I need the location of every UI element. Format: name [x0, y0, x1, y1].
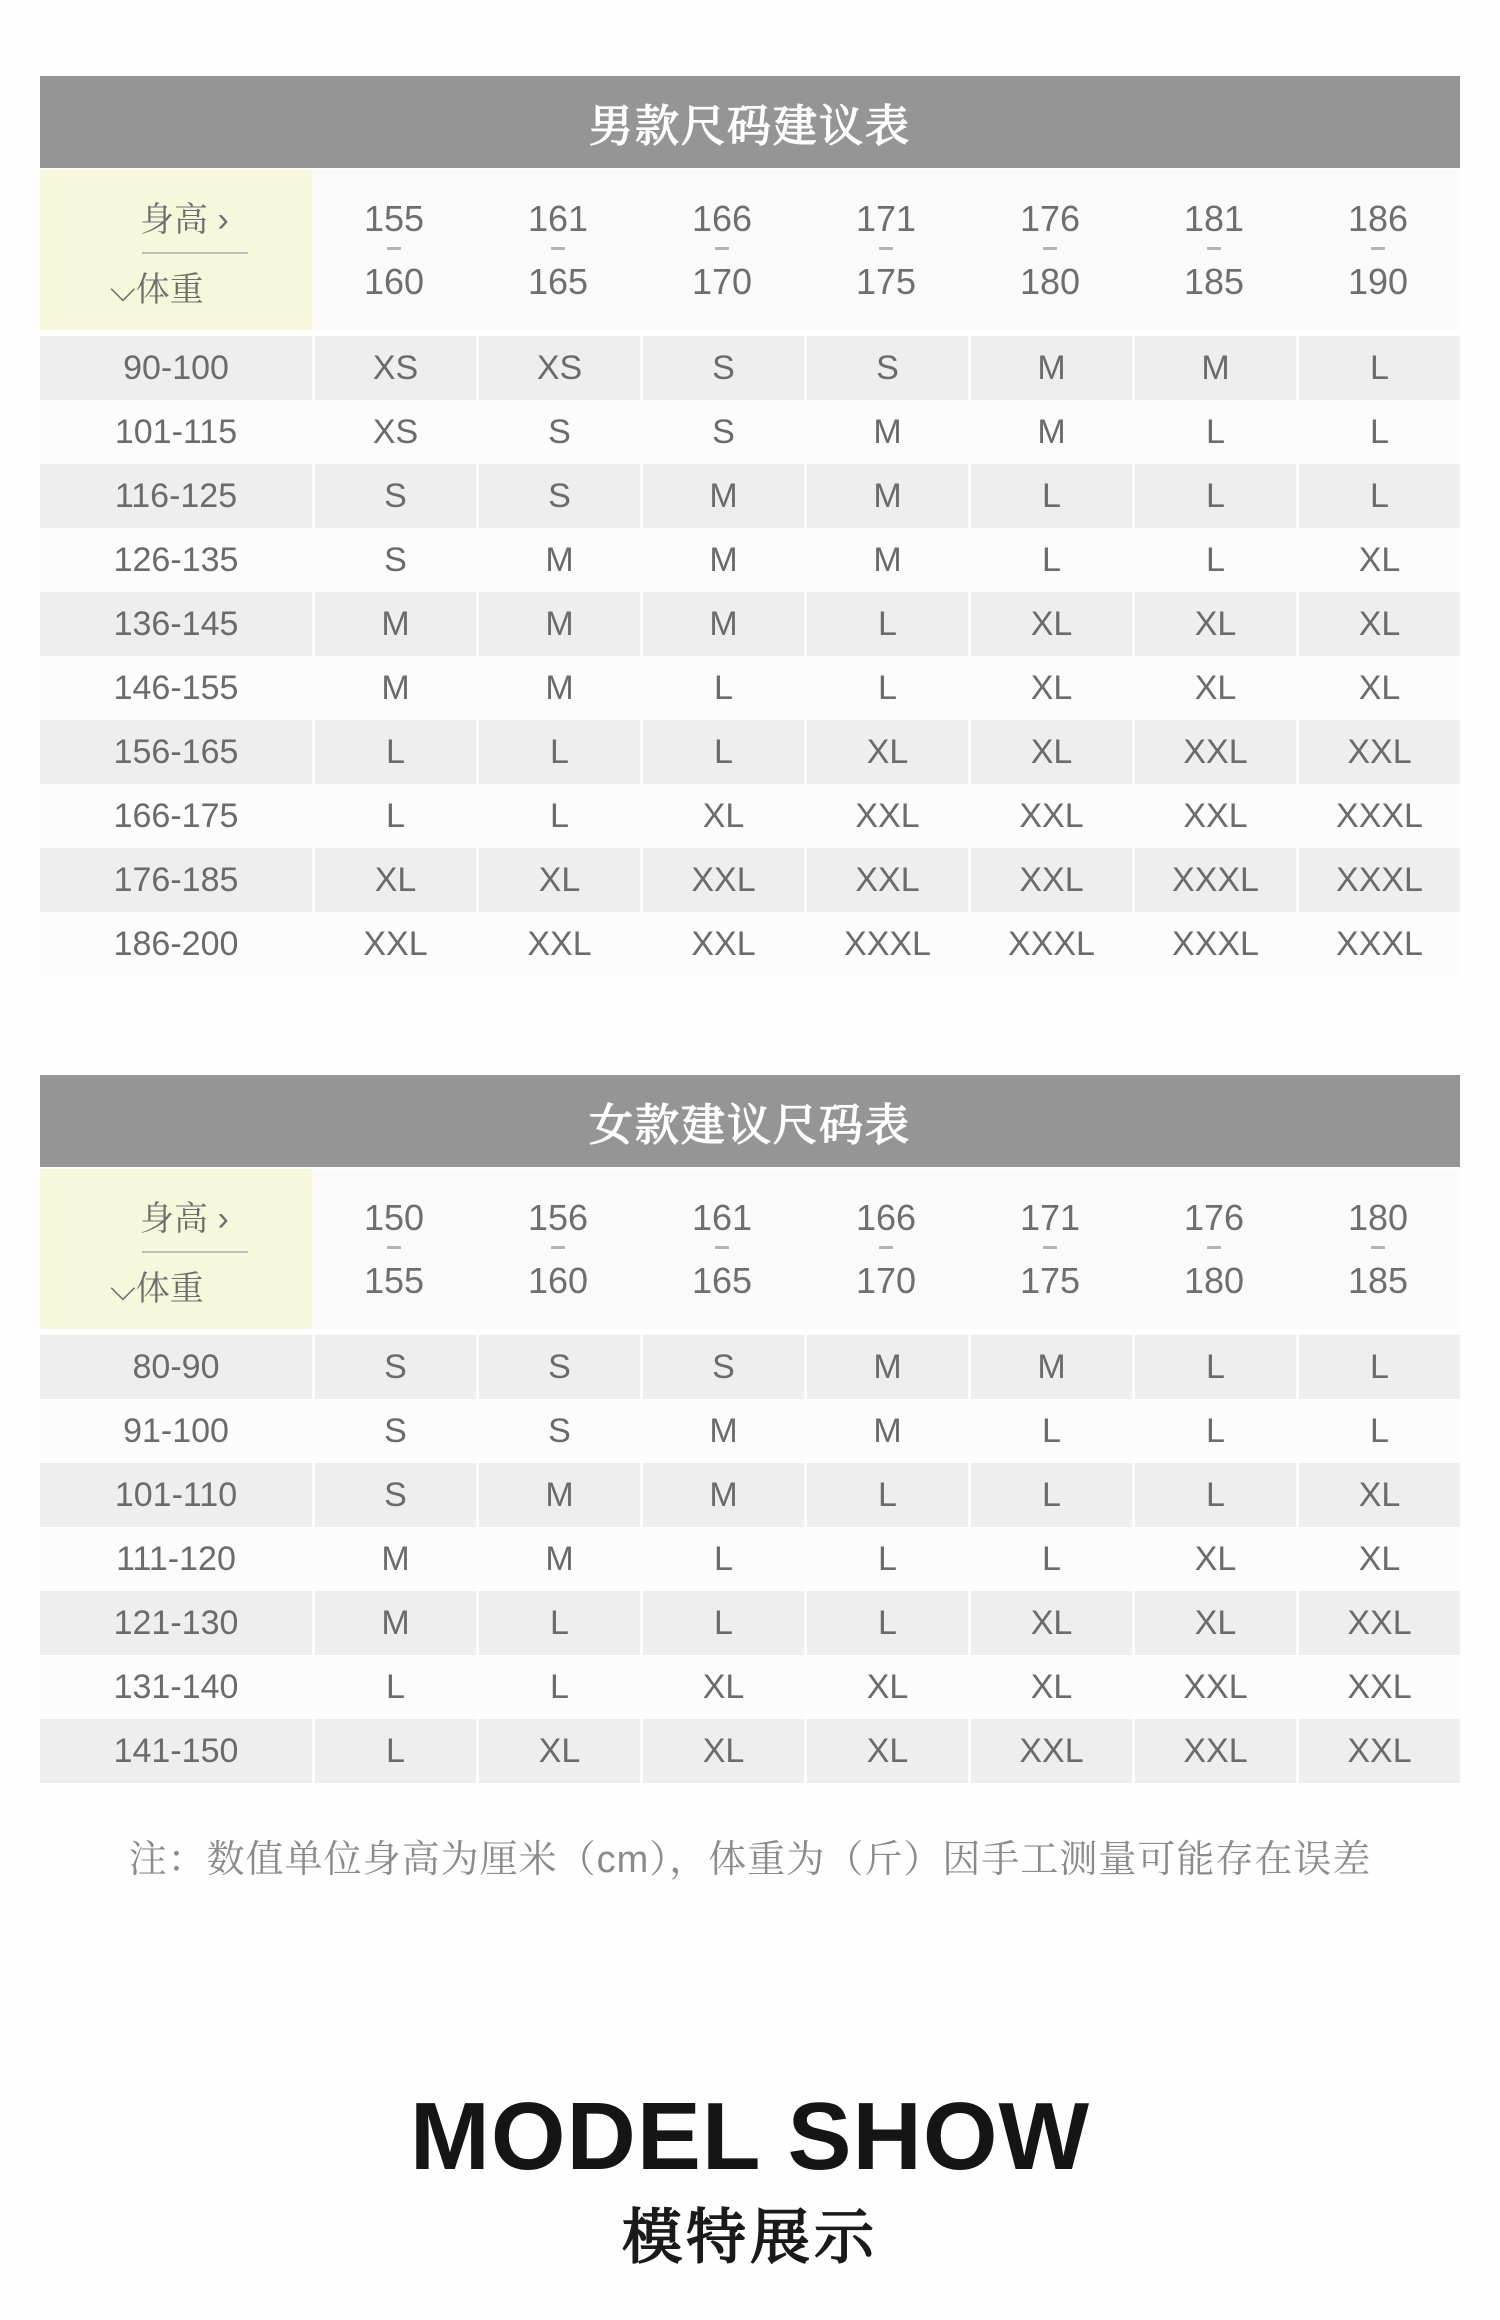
size-cell: XL: [315, 848, 479, 912]
weight-range-cell: 90-100: [40, 336, 315, 400]
size-cell: S: [643, 336, 807, 400]
table-row: [40, 848, 1460, 912]
size-cell: L: [1370, 476, 1389, 515]
weight-range-cell: 80-90: [40, 1335, 315, 1399]
size-cell: XL: [479, 1719, 643, 1783]
size-cell: XS: [315, 336, 479, 400]
size-cell: XXL: [643, 912, 807, 976]
height-range-header: 181 185: [1132, 170, 1296, 330]
size-cell: S: [479, 464, 643, 528]
size-cell: M: [315, 656, 479, 720]
size-cell: XL: [807, 720, 971, 784]
size-cell: XXXL: [1336, 924, 1423, 963]
size-cell: S: [479, 1399, 643, 1463]
model-show-subtitle: 模特展示: [622, 2204, 878, 2271]
size-cell: XXXL: [971, 912, 1135, 976]
size-cell: XXL: [971, 848, 1135, 912]
size-cell: L: [315, 1655, 479, 1719]
height-axis-label: 身高 ›: [140, 201, 229, 239]
height-range-header: 166 170: [804, 1169, 968, 1329]
size-cell: XL: [1358, 540, 1401, 579]
size-cell: M: [807, 1335, 971, 1399]
size-cell: L: [315, 720, 479, 784]
size-cell: M: [315, 1591, 479, 1655]
size-cell: L: [1135, 528, 1299, 592]
size-cell: M: [807, 400, 971, 464]
weight-range-cell: 176-185: [40, 848, 315, 912]
table-row: [40, 1527, 1460, 1591]
size-cell: XL: [971, 592, 1135, 656]
size-cell: L: [643, 1527, 807, 1591]
size-cell: XXXL: [807, 912, 971, 976]
size-cell: XXXL: [1336, 860, 1423, 899]
height-range-header: 161 165: [640, 1169, 804, 1329]
weight-range-cell: 141-150: [40, 1719, 315, 1783]
size-cell: M: [807, 464, 971, 528]
weight-range-cell: 166-175: [40, 784, 315, 848]
table-row: [40, 1463, 1460, 1527]
size-cell: XL: [1358, 1475, 1401, 1514]
weight-axis-label: ⌵体重: [110, 1270, 204, 1308]
height-range-header: 176 180: [1132, 1169, 1296, 1329]
men-size-table: [40, 76, 1460, 976]
size-cell: XL: [1135, 656, 1299, 720]
size-cell: S: [479, 400, 643, 464]
size-cell: XXL: [1347, 1667, 1412, 1706]
size-cell: M: [479, 1527, 643, 1591]
size-cell: S: [807, 336, 971, 400]
weight-range-cell: 156-165: [40, 720, 315, 784]
table-row: [40, 1399, 1460, 1463]
size-cell: XXL: [1135, 1719, 1299, 1783]
size-cell: XXL: [643, 848, 807, 912]
table-row: [40, 528, 1460, 592]
size-cell: XL: [971, 1591, 1135, 1655]
size-cell: M: [643, 1399, 807, 1463]
size-cell: M: [971, 1335, 1135, 1399]
size-cell: XXL: [1135, 720, 1299, 784]
size-cell: XL: [1135, 592, 1299, 656]
size-cell: M: [971, 336, 1135, 400]
table-row: [40, 400, 1460, 464]
height-range-header: 171 175: [804, 170, 968, 330]
size-cell: L: [1135, 464, 1299, 528]
size-cell: XXL: [807, 784, 971, 848]
height-range-header: 161 165: [476, 170, 640, 330]
size-cell: M: [1135, 336, 1299, 400]
size-cell: XXL: [1347, 1603, 1412, 1642]
size-cell: L: [1370, 1347, 1389, 1386]
size-cell: XL: [643, 1719, 807, 1783]
weight-range-cell: 91-100: [40, 1399, 315, 1463]
size-cell: M: [971, 400, 1135, 464]
size-cell: L: [971, 528, 1135, 592]
size-cell: XL: [479, 848, 643, 912]
table-row: [40, 784, 1460, 848]
size-cell: L: [807, 592, 971, 656]
size-cell: XXXL: [1135, 848, 1299, 912]
size-cell: M: [315, 592, 479, 656]
weight-range-cell: 126-135: [40, 528, 315, 592]
size-cell: M: [643, 528, 807, 592]
size-cell: XL: [971, 720, 1135, 784]
size-cell: XXXL: [1336, 796, 1423, 835]
size-cell: XL: [807, 1655, 971, 1719]
size-cell: L: [971, 1527, 1135, 1591]
size-cell: XL: [1135, 1527, 1299, 1591]
size-cell: L: [971, 464, 1135, 528]
size-cell: XS: [479, 336, 643, 400]
size-cell: XXL: [315, 912, 479, 976]
table-row: [40, 592, 1460, 656]
weight-range-cell: 116-125: [40, 464, 315, 528]
size-cell: XL: [643, 784, 807, 848]
height-range-header: 166 170: [640, 170, 804, 330]
size-cell: XL: [971, 1655, 1135, 1719]
size-cell: XS: [315, 400, 479, 464]
size-cell: L: [315, 784, 479, 848]
size-cell: S: [315, 1335, 479, 1399]
size-cell: XXL: [807, 848, 971, 912]
size-cell: L: [1135, 1399, 1299, 1463]
corner-divider: [142, 1251, 248, 1253]
size-cell: XXL: [1347, 732, 1412, 771]
height-range-header: 150 155: [312, 1169, 476, 1329]
size-cell: XL: [1135, 1591, 1299, 1655]
size-cell: S: [643, 1335, 807, 1399]
size-cell: L: [971, 1399, 1135, 1463]
table-row: [40, 1655, 1460, 1719]
weight-range-cell: 136-145: [40, 592, 315, 656]
women-size-table: [40, 1075, 1460, 1783]
size-cell: L: [1135, 1335, 1299, 1399]
size-cell: L: [315, 1719, 479, 1783]
table-row: [40, 720, 1460, 784]
women-header-corner: [40, 1169, 312, 1329]
men-header-corner: [40, 170, 312, 330]
size-cell: M: [479, 528, 643, 592]
size-cell: XXL: [1135, 1655, 1299, 1719]
height-range-header: 180 185: [1296, 1169, 1460, 1329]
size-cell: L: [807, 1463, 971, 1527]
size-cell: L: [643, 1591, 807, 1655]
size-cell: XXL: [971, 784, 1135, 848]
weight-range-cell: 101-110: [40, 1463, 315, 1527]
model-show-title: MODEL SHOW: [409, 2083, 1091, 2190]
size-cell: S: [315, 1399, 479, 1463]
weight-range-cell: 186-200: [40, 912, 315, 976]
size-cell: M: [479, 592, 643, 656]
size-cell: L: [807, 1591, 971, 1655]
size-cell: L: [1135, 1463, 1299, 1527]
size-cell: XL: [1358, 668, 1401, 707]
corner-divider: [142, 252, 248, 254]
women-header-row: [40, 1169, 1460, 1329]
size-cell: L: [479, 784, 643, 848]
size-cell: L: [1370, 348, 1389, 387]
size-cell: L: [479, 720, 643, 784]
size-cell: L: [971, 1463, 1135, 1527]
height-range-header: 156 160: [476, 1169, 640, 1329]
size-cell: S: [315, 464, 479, 528]
weight-axis-label: ⌵体重: [110, 271, 204, 309]
size-cell: M: [643, 592, 807, 656]
size-cell: XL: [1358, 1539, 1401, 1578]
table-row: [40, 336, 1460, 400]
size-cell: XL: [807, 1719, 971, 1783]
size-cell: XL: [643, 1655, 807, 1719]
size-cell: XXL: [1135, 784, 1299, 848]
size-cell: M: [479, 656, 643, 720]
size-cell: XXL: [1347, 1731, 1412, 1770]
size-cell: M: [643, 464, 807, 528]
table-row: [40, 1719, 1460, 1783]
size-cell: L: [643, 656, 807, 720]
size-cell: XXL: [971, 1719, 1135, 1783]
size-cell: L: [807, 1527, 971, 1591]
weight-range-cell: 121-130: [40, 1591, 315, 1655]
size-cell: L: [1370, 1411, 1389, 1450]
men-table-title: 男款尺码建议表: [40, 76, 1460, 168]
table-row: [40, 656, 1460, 720]
size-cell: S: [643, 400, 807, 464]
weight-range-cell: 111-120: [40, 1527, 315, 1591]
size-cell: L: [1370, 412, 1389, 451]
men-table-body: [40, 336, 1460, 976]
size-cell: S: [479, 1335, 643, 1399]
size-cell: S: [315, 528, 479, 592]
height-range-header: 186 190: [1296, 170, 1460, 330]
size-cell: L: [807, 656, 971, 720]
women-table-body: [40, 1335, 1460, 1783]
women-table-title: 女款建议尺码表: [40, 1075, 1460, 1167]
size-cell: L: [479, 1655, 643, 1719]
size-cell: M: [807, 528, 971, 592]
weight-range-cell: 146-155: [40, 656, 315, 720]
size-cell: L: [1135, 400, 1299, 464]
height-range-header: 176 180: [968, 170, 1132, 330]
table-row: [40, 1591, 1460, 1655]
men-header-row: [40, 170, 1460, 330]
size-cell: L: [479, 1591, 643, 1655]
size-cell: XXL: [479, 912, 643, 976]
height-range-header: 155 160: [312, 170, 476, 330]
table-row: [40, 1335, 1460, 1399]
size-cell: L: [643, 720, 807, 784]
height-axis-label: 身高 ›: [140, 1200, 229, 1238]
table-row: [40, 464, 1460, 528]
size-cell: S: [315, 1463, 479, 1527]
size-cell: XL: [971, 656, 1135, 720]
size-cell: XXXL: [1135, 912, 1299, 976]
height-range-header: 171 175: [968, 1169, 1132, 1329]
table-row: [40, 912, 1460, 976]
size-cell: M: [807, 1399, 971, 1463]
size-cell: XL: [1358, 604, 1401, 643]
size-cell: M: [315, 1527, 479, 1591]
size-cell: M: [479, 1463, 643, 1527]
measurement-note: 注：数值单位身高为厘米（cm），体重为（斤）因手工测量可能存在误差: [128, 1839, 1372, 1881]
weight-range-cell: 131-140: [40, 1655, 315, 1719]
size-cell: M: [643, 1463, 807, 1527]
weight-range-cell: 101-115: [40, 400, 315, 464]
